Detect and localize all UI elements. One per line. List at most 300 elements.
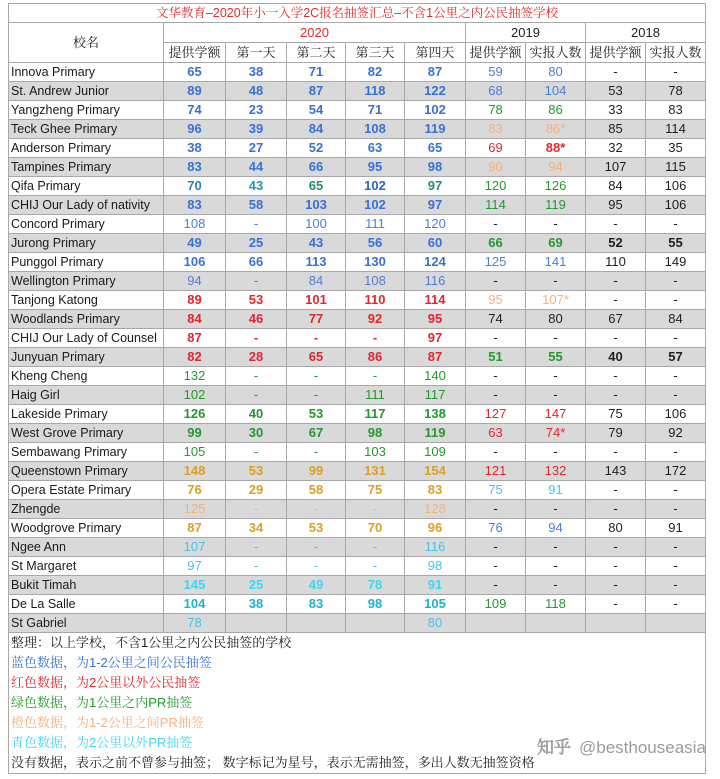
day3-2020-cell: 111 <box>346 386 405 405</box>
places-2018-cell: 80 <box>586 519 646 538</box>
places-2018-cell: 67 <box>586 310 646 329</box>
table-row <box>9 101 706 120</box>
school-name-cell: CHIJ Our Lady of nativity <box>9 196 164 215</box>
header-2019-places: 提供学额 <box>466 43 526 63</box>
day4-2020-cell: 128 <box>405 500 466 519</box>
school-name-cell: St Margaret <box>9 557 164 576</box>
applicants-2019-cell: 94 <box>526 519 586 538</box>
day4-2020-cell: 114 <box>405 291 466 310</box>
places-2020-cell: 148 <box>164 462 226 481</box>
places-2018-cell: 32 <box>586 139 646 158</box>
places-2020-cell: 49 <box>164 234 226 253</box>
places-2019-cell: - <box>466 538 526 557</box>
day2-2020-cell: - <box>287 443 346 462</box>
day4-2020-cell: 98 <box>405 557 466 576</box>
applicants-2019-cell: - <box>526 329 586 348</box>
places-2019-cell: 74 <box>466 310 526 329</box>
day2-2020-cell: 67 <box>287 424 346 443</box>
places-2018-cell: - <box>586 595 646 614</box>
school-name-cell: Bukit Timah <box>9 576 164 595</box>
places-2018-cell: - <box>586 576 646 595</box>
header-2018-applicants: 实报人数 <box>646 43 706 63</box>
places-2020-cell: 96 <box>164 120 226 139</box>
header-2020-day4: 第四天 <box>405 43 466 63</box>
table-row <box>9 348 706 367</box>
applicants-2019-cell: 86* <box>526 120 586 139</box>
day1-2020-cell: 38 <box>226 63 287 82</box>
places-2019-cell: 114 <box>466 196 526 215</box>
day3-2020-cell: 111 <box>346 215 405 234</box>
places-2019-cell: 59 <box>466 63 526 82</box>
day2-2020-cell: - <box>287 329 346 348</box>
places-2020-cell: 132 <box>164 367 226 386</box>
day2-2020-cell: 52 <box>287 139 346 158</box>
day4-2020-cell: 140 <box>405 367 466 386</box>
places-2018-cell: - <box>586 500 646 519</box>
applicants-2018-cell: 114 <box>646 120 706 139</box>
header-2018-places: 提供学额 <box>586 43 646 63</box>
day3-2020-cell: 98 <box>346 595 405 614</box>
applicants-2019-cell: - <box>526 215 586 234</box>
places-2019-cell: - <box>466 443 526 462</box>
day4-2020-cell: 87 <box>405 348 466 367</box>
day1-2020-cell: 53 <box>226 462 287 481</box>
day3-2020-cell: 95 <box>346 158 405 177</box>
places-2020-cell: 83 <box>164 158 226 177</box>
applicants-2018-cell: 106 <box>646 196 706 215</box>
day1-2020-cell: 39 <box>226 120 287 139</box>
day1-2020-cell: - <box>226 215 287 234</box>
applicants-2018-cell: - <box>646 500 706 519</box>
applicants-2018-cell: 149 <box>646 253 706 272</box>
day4-2020-cell: 91 <box>405 576 466 595</box>
places-2018-cell: 79 <box>586 424 646 443</box>
ballot-summary-sheet <box>8 3 705 774</box>
places-2019-cell: - <box>466 386 526 405</box>
applicants-2018-cell: - <box>646 215 706 234</box>
school-name-cell: Qifa Primary <box>9 177 164 196</box>
applicants-2019-cell: 118 <box>526 595 586 614</box>
day3-2020-cell: 102 <box>346 177 405 196</box>
school-name-cell: Sembawang Primary <box>9 443 164 462</box>
places-2019-cell: - <box>466 272 526 291</box>
day2-2020-cell: 84 <box>287 272 346 291</box>
places-2020-cell: 83 <box>164 196 226 215</box>
places-2018-cell: 110 <box>586 253 646 272</box>
day2-2020-cell: 49 <box>287 576 346 595</box>
day3-2020-cell: - <box>346 538 405 557</box>
day4-2020-cell: 117 <box>405 386 466 405</box>
day4-2020-cell: 60 <box>405 234 466 253</box>
applicants-2018-cell: - <box>646 291 706 310</box>
ballot-table <box>8 3 706 774</box>
day2-2020-cell: 87 <box>287 82 346 101</box>
applicants-2018-cell: - <box>646 481 706 500</box>
applicants-2019-cell <box>526 614 586 633</box>
places-2020-cell: 104 <box>164 595 226 614</box>
header-2020-day2: 第二天 <box>287 43 346 63</box>
applicants-2019-cell: 80 <box>526 63 586 82</box>
zhihu-logo: 知乎 <box>537 738 571 758</box>
header-2019-applicants: 实报人数 <box>526 43 586 63</box>
day2-2020-cell: 65 <box>287 348 346 367</box>
school-name-cell: St Gabriel <box>9 614 164 633</box>
school-name-cell: Haig Girl <box>9 386 164 405</box>
places-2019-cell <box>466 614 526 633</box>
day1-2020-cell: 27 <box>226 139 287 158</box>
places-2019-cell: 63 <box>466 424 526 443</box>
header-year-2018: 2018 <box>586 23 706 43</box>
places-2020-cell: 94 <box>164 272 226 291</box>
day2-2020-cell: 43 <box>287 234 346 253</box>
day3-2020-cell: 117 <box>346 405 405 424</box>
applicants-2019-cell: - <box>526 538 586 557</box>
school-name-cell: Tampines Primary <box>9 158 164 177</box>
day2-2020-cell: - <box>287 538 346 557</box>
places-2019-cell: 83 <box>466 120 526 139</box>
day4-2020-cell: 119 <box>405 120 466 139</box>
places-2018-cell: 75 <box>586 405 646 424</box>
places-2019-cell: 109 <box>466 595 526 614</box>
school-name-cell: Yangzheng Primary <box>9 101 164 120</box>
header-2020-day1: 第一天 <box>226 43 287 63</box>
applicants-2019-cell: 55 <box>526 348 586 367</box>
note-green-legend: 绿色数据，为1公里之内PR抽签 <box>11 695 193 710</box>
day1-2020-cell: 25 <box>226 576 287 595</box>
school-name-cell: West Grove Primary <box>9 424 164 443</box>
note-blue-legend: 蓝色数据，为1-2公里之间公民抽签 <box>11 655 212 670</box>
day3-2020-cell: 102 <box>346 196 405 215</box>
school-name-cell: Woodgrove Primary <box>9 519 164 538</box>
note-red-legend: 红色数据，为2公里以外公民抽签 <box>11 675 201 690</box>
day2-2020-cell: 83 <box>287 595 346 614</box>
places-2018-cell <box>586 614 646 633</box>
table-row <box>9 576 706 595</box>
day4-2020-cell: 65 <box>405 139 466 158</box>
day1-2020-cell: 38 <box>226 595 287 614</box>
applicants-2019-cell: 104 <box>526 82 586 101</box>
applicants-2019-cell: - <box>526 386 586 405</box>
places-2020-cell: 82 <box>164 348 226 367</box>
table-row <box>9 177 706 196</box>
day2-2020-cell: - <box>287 386 346 405</box>
places-2020-cell: 87 <box>164 329 226 348</box>
applicants-2018-cell: - <box>646 576 706 595</box>
table-row <box>9 443 706 462</box>
applicants-2018-cell <box>646 614 706 633</box>
applicants-2019-cell: 132 <box>526 462 586 481</box>
day4-2020-cell: 97 <box>405 329 466 348</box>
table-body <box>9 63 706 633</box>
places-2020-cell: 89 <box>164 82 226 101</box>
places-2020-cell: 70 <box>164 177 226 196</box>
places-2020-cell: 108 <box>164 215 226 234</box>
day3-2020-cell: - <box>346 557 405 576</box>
day3-2020-cell: 131 <box>346 462 405 481</box>
day4-2020-cell: 97 <box>405 196 466 215</box>
day4-2020-cell: 83 <box>405 481 466 500</box>
applicants-2019-cell: 91 <box>526 481 586 500</box>
school-name-cell: CHIJ Our Lady of Counsel <box>9 329 164 348</box>
applicants-2018-cell: 115 <box>646 158 706 177</box>
applicants-2018-cell: - <box>646 63 706 82</box>
places-2019-cell: 66 <box>466 234 526 253</box>
day2-2020-cell: 53 <box>287 519 346 538</box>
day4-2020-cell: 116 <box>405 538 466 557</box>
school-name-cell: Jurong Primary <box>9 234 164 253</box>
day4-2020-cell: 96 <box>405 519 466 538</box>
places-2019-cell: 95 <box>466 291 526 310</box>
day1-2020-cell <box>226 614 287 633</box>
day4-2020-cell: 154 <box>405 462 466 481</box>
places-2018-cell: 33 <box>586 101 646 120</box>
places-2018-cell: 40 <box>586 348 646 367</box>
table-row <box>9 196 706 215</box>
day4-2020-cell: 97 <box>405 177 466 196</box>
table-row <box>9 500 706 519</box>
table-row <box>9 120 706 139</box>
applicants-2019-cell: 94 <box>526 158 586 177</box>
applicants-2018-cell: 57 <box>646 348 706 367</box>
table-row <box>9 82 706 101</box>
places-2020-cell: 89 <box>164 291 226 310</box>
places-2019-cell: - <box>466 576 526 595</box>
table-row <box>9 291 706 310</box>
school-name-cell: Zhengde <box>9 500 164 519</box>
table-row <box>9 272 706 291</box>
day3-2020-cell: 98 <box>346 424 405 443</box>
places-2019-cell: - <box>466 367 526 386</box>
table-row <box>9 63 706 82</box>
places-2020-cell: 76 <box>164 481 226 500</box>
day1-2020-cell: 48 <box>226 82 287 101</box>
applicants-2018-cell: 55 <box>646 234 706 253</box>
places-2018-cell: 53 <box>586 82 646 101</box>
places-2018-cell: - <box>586 557 646 576</box>
day1-2020-cell: - <box>226 272 287 291</box>
day1-2020-cell: 66 <box>226 253 287 272</box>
school-name-cell: Ngee Ann <box>9 538 164 557</box>
places-2018-cell: - <box>586 538 646 557</box>
applicants-2018-cell: 91 <box>646 519 706 538</box>
applicants-2018-cell: 92 <box>646 424 706 443</box>
applicants-2018-cell: 84 <box>646 310 706 329</box>
note-no-data-explanation: 没有数据，表示之前不曾参与抽签； 数字标记为星号，表示无需抽签，多出人数无抽签资格 <box>11 755 535 770</box>
school-name-cell: Tanjong Katong <box>9 291 164 310</box>
places-2020-cell: 106 <box>164 253 226 272</box>
places-2018-cell: - <box>586 291 646 310</box>
applicants-2018-cell: - <box>646 367 706 386</box>
day4-2020-cell: 120 <box>405 215 466 234</box>
places-2020-cell: 105 <box>164 443 226 462</box>
places-2018-cell: 85 <box>586 120 646 139</box>
day1-2020-cell: 29 <box>226 481 287 500</box>
table-row <box>9 424 706 443</box>
school-name-cell: St. Andrew Junior <box>9 82 164 101</box>
day3-2020-cell: 82 <box>346 63 405 82</box>
day1-2020-cell: 30 <box>226 424 287 443</box>
day2-2020-cell: 71 <box>287 63 346 82</box>
day1-2020-cell: 34 <box>226 519 287 538</box>
table-row <box>9 139 706 158</box>
header-year-2019: 2019 <box>466 23 586 43</box>
school-name-cell: Punggol Primary <box>9 253 164 272</box>
day2-2020-cell: - <box>287 500 346 519</box>
day1-2020-cell: - <box>226 367 287 386</box>
day2-2020-cell: - <box>287 367 346 386</box>
day1-2020-cell: 44 <box>226 158 287 177</box>
applicants-2018-cell: 172 <box>646 462 706 481</box>
day2-2020-cell: 54 <box>287 101 346 120</box>
applicants-2018-cell: - <box>646 538 706 557</box>
day3-2020-cell: 103 <box>346 443 405 462</box>
day1-2020-cell: 40 <box>226 405 287 424</box>
places-2018-cell: - <box>586 63 646 82</box>
day3-2020-cell: 56 <box>346 234 405 253</box>
day2-2020-cell: 99 <box>287 462 346 481</box>
day1-2020-cell: - <box>226 500 287 519</box>
day2-2020-cell: 84 <box>287 120 346 139</box>
places-2019-cell: 68 <box>466 82 526 101</box>
day3-2020-cell: 71 <box>346 101 405 120</box>
day1-2020-cell: - <box>226 538 287 557</box>
table-row <box>9 614 706 633</box>
day4-2020-cell: 116 <box>405 272 466 291</box>
places-2020-cell: 99 <box>164 424 226 443</box>
applicants-2018-cell: 106 <box>646 405 706 424</box>
places-2018-cell: 95 <box>586 196 646 215</box>
places-2019-cell: - <box>466 215 526 234</box>
day1-2020-cell: - <box>226 443 287 462</box>
places-2018-cell: - <box>586 215 646 234</box>
note-summary: 整理：以上学校，不含1公里之内公民抽签的学校 <box>11 635 292 650</box>
day1-2020-cell: 28 <box>226 348 287 367</box>
places-2018-cell: - <box>586 386 646 405</box>
day1-2020-cell: 46 <box>226 310 287 329</box>
applicants-2019-cell: 88* <box>526 139 586 158</box>
day3-2020-cell: 75 <box>346 481 405 500</box>
day1-2020-cell: 23 <box>226 101 287 120</box>
school-name-cell: Junyuan Primary <box>9 348 164 367</box>
places-2020-cell: 102 <box>164 386 226 405</box>
places-2019-cell: 75 <box>466 481 526 500</box>
table-row <box>9 234 706 253</box>
day1-2020-cell: 53 <box>226 291 287 310</box>
day3-2020-cell: - <box>346 367 405 386</box>
day2-2020-cell: 66 <box>287 158 346 177</box>
day2-2020-cell: 100 <box>287 215 346 234</box>
table-row <box>9 310 706 329</box>
day4-2020-cell: 122 <box>405 82 466 101</box>
day3-2020-cell: - <box>346 500 405 519</box>
school-name-cell: De La Salle <box>9 595 164 614</box>
day4-2020-cell: 80 <box>405 614 466 633</box>
places-2019-cell: - <box>466 500 526 519</box>
day3-2020-cell <box>346 614 405 633</box>
applicants-2019-cell: - <box>526 443 586 462</box>
places-2018-cell: 52 <box>586 234 646 253</box>
applicants-2019-cell: - <box>526 576 586 595</box>
places-2018-cell: 107 <box>586 158 646 177</box>
day4-2020-cell: 109 <box>405 443 466 462</box>
table-row <box>9 253 706 272</box>
applicants-2018-cell: - <box>646 443 706 462</box>
header-year-2020: 2020 <box>164 23 466 43</box>
day4-2020-cell: 124 <box>405 253 466 272</box>
day3-2020-cell: - <box>346 329 405 348</box>
day2-2020-cell: 65 <box>287 177 346 196</box>
table-row <box>9 405 706 424</box>
applicants-2018-cell: - <box>646 386 706 405</box>
places-2020-cell: 107 <box>164 538 226 557</box>
places-2019-cell: 69 <box>466 139 526 158</box>
places-2020-cell: 97 <box>164 557 226 576</box>
day3-2020-cell: 110 <box>346 291 405 310</box>
applicants-2018-cell: 106 <box>646 177 706 196</box>
applicants-2019-cell: - <box>526 367 586 386</box>
table-row <box>9 595 706 614</box>
applicants-2018-cell: 83 <box>646 101 706 120</box>
table-row <box>9 481 706 500</box>
day3-2020-cell: 78 <box>346 576 405 595</box>
places-2020-cell: 125 <box>164 500 226 519</box>
day1-2020-cell: 25 <box>226 234 287 253</box>
day3-2020-cell: 86 <box>346 348 405 367</box>
day3-2020-cell: 108 <box>346 272 405 291</box>
day3-2020-cell: 92 <box>346 310 405 329</box>
table-row <box>9 329 706 348</box>
table-row <box>9 215 706 234</box>
school-name-cell: Innova Primary <box>9 63 164 82</box>
day1-2020-cell: 43 <box>226 177 287 196</box>
year-header-row <box>9 23 706 43</box>
places-2018-cell: - <box>586 443 646 462</box>
day4-2020-cell: 98 <box>405 158 466 177</box>
day4-2020-cell: 138 <box>405 405 466 424</box>
watermark-handle: @besthouseasia <box>579 738 706 757</box>
applicants-2019-cell: 80 <box>526 310 586 329</box>
zhihu-watermark <box>537 733 706 758</box>
places-2020-cell: 126 <box>164 405 226 424</box>
places-2020-cell: 38 <box>164 139 226 158</box>
school-name-cell: Woodlands Primary <box>9 310 164 329</box>
places-2020-cell: 145 <box>164 576 226 595</box>
places-2018-cell: 143 <box>586 462 646 481</box>
applicants-2019-cell: 126 <box>526 177 586 196</box>
day2-2020-cell: 77 <box>287 310 346 329</box>
table-row <box>9 538 706 557</box>
places-2018-cell: - <box>586 329 646 348</box>
title-row <box>9 4 706 23</box>
day2-2020-cell: - <box>287 557 346 576</box>
day4-2020-cell: 95 <box>405 310 466 329</box>
header-2020-places: 提供学额 <box>164 43 226 63</box>
applicants-2018-cell: - <box>646 595 706 614</box>
places-2020-cell: 74 <box>164 101 226 120</box>
table-row <box>9 158 706 177</box>
places-2020-cell: 87 <box>164 519 226 538</box>
school-name-cell: Queenstown Primary <box>9 462 164 481</box>
places-2020-cell: 84 <box>164 310 226 329</box>
day2-2020-cell: 58 <box>287 481 346 500</box>
school-name-cell: Kheng Cheng <box>9 367 164 386</box>
applicants-2018-cell: 78 <box>646 82 706 101</box>
day3-2020-cell: 63 <box>346 139 405 158</box>
table-title: 文华教育–2020年小一入学2C报名抽签汇总–不含1公里之内公民抽签学校 <box>9 4 706 23</box>
day2-2020-cell: 101 <box>287 291 346 310</box>
places-2019-cell: 76 <box>466 519 526 538</box>
header-2020-day3: 第三天 <box>346 43 405 63</box>
